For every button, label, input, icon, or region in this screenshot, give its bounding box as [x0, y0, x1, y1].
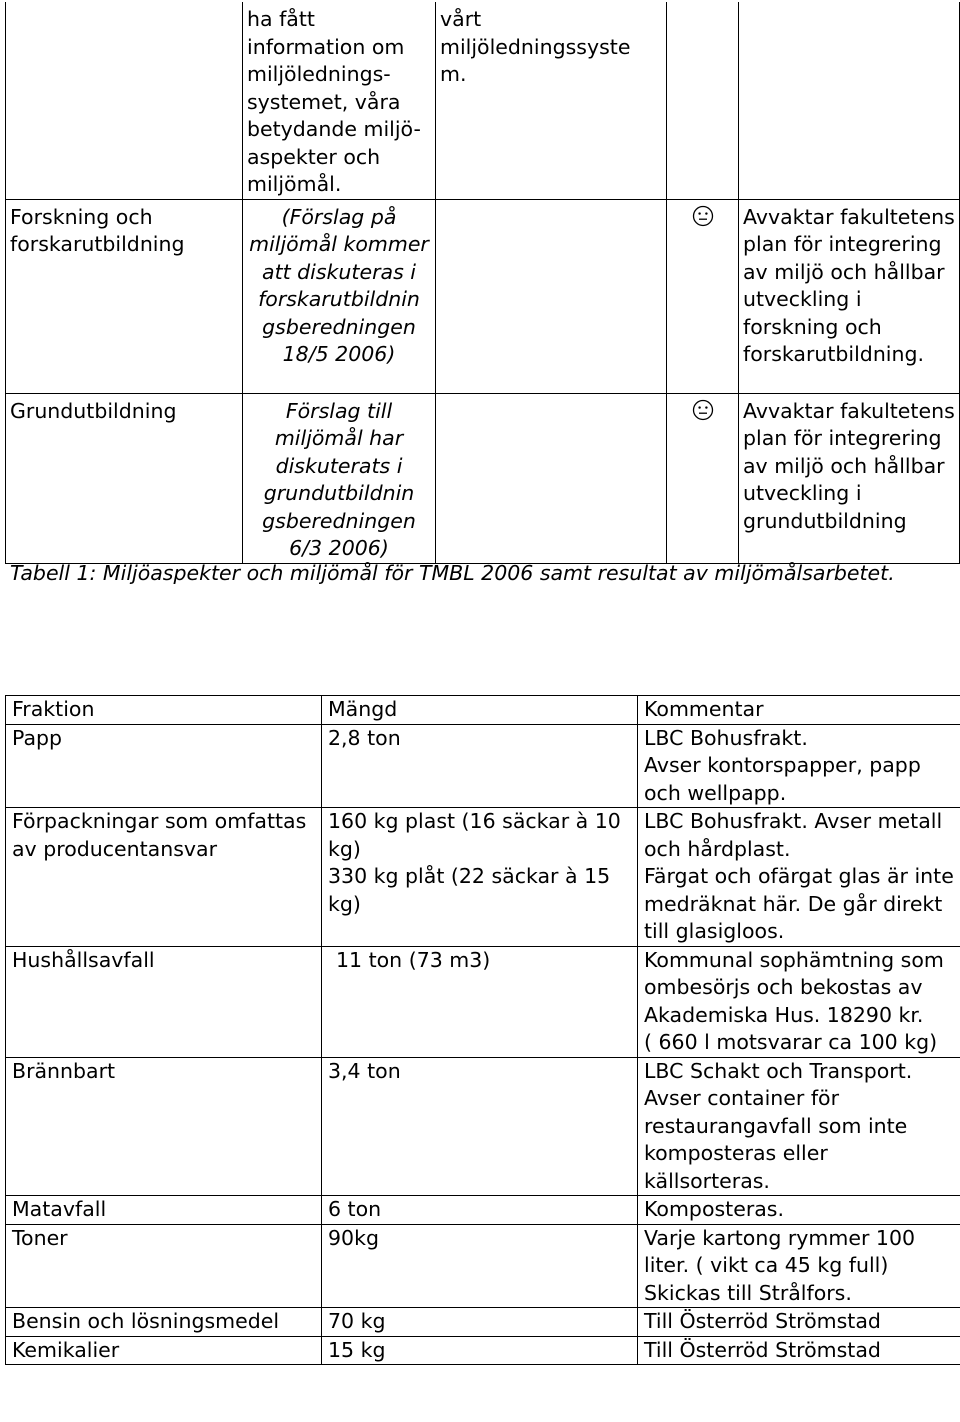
header-row	[6, 696, 960, 725]
fraction-cell: Hushållsavfall	[6, 946, 322, 1057]
amount-text: 2,8 ton	[328, 725, 401, 750]
status-cell	[667, 199, 739, 393]
table-caption: Tabell 1: Miljöaspekter och miljömål för TMBL 2006 samt resultat av miljömålsarbetet.	[10, 561, 895, 585]
comment-text: Till Österröd Strömstad	[644, 1309, 881, 1333]
comment-text: Komposteras.	[644, 1197, 785, 1221]
comment-text: Kommunal sophämtning som ombesörjs och bekostas av Akademiska Hus. 18290 kr.	[644, 947, 944, 1027]
result-cell: vårt miljöledningssyste m.	[436, 2, 667, 199]
column-header: Fraktion	[6, 696, 322, 725]
comment-cell	[638, 1308, 960, 1337]
status-cell	[667, 2, 739, 199]
amount-text: 70 kg	[328, 1309, 386, 1333]
goal-cell: ha fått information om miljölednings-systemet, våra betydande miljö-aspekter och miljömål.	[243, 2, 436, 199]
amount-cell	[322, 1308, 638, 1337]
waste-fractions-table	[5, 695, 960, 1365]
table-row	[6, 1336, 960, 1365]
comment-text: LBC Bohusfrakt. Avser metall och hårdplast.	[644, 809, 943, 861]
status-cell	[667, 393, 739, 563]
fraction-cell: Brännbart	[6, 1057, 322, 1196]
amount-cell	[322, 1224, 638, 1308]
amount-text: 11 ton (73 m3)	[336, 947, 491, 972]
result-cell	[436, 393, 667, 563]
comment-text: ( 660 l motsvarar ca 100 kg)	[644, 1030, 938, 1054]
fraction-cell: Kemikalier	[6, 1336, 322, 1365]
comment-text: Varje kartong rymmer 100 liter. ( vikt ca 45 kg full)	[644, 1225, 916, 1277]
area-cell	[6, 2, 243, 199]
amount-cell	[322, 1196, 638, 1225]
amount-text: 90kg	[328, 1225, 379, 1250]
table-row	[6, 946, 960, 1057]
environmental-goals-table	[5, 2, 960, 564]
neutral-face-icon	[692, 205, 714, 227]
table-row	[6, 724, 960, 808]
goal-cell: (Förslag på miljömål kommer att diskuteras i forskarutbildnin gsberedningen 18/5 2006)	[243, 199, 436, 393]
comment-text: Till Österröd Strömstad	[644, 1337, 881, 1362]
comment-cell: Avvaktar fakultetens plan för integrering av miljö och hållbar utveckling i forskning och forskarutbildning.	[739, 199, 960, 393]
goal-cell: Förslag till miljömål har diskuterats i grundutbildnin gsberedningen 6/3 2006)	[243, 393, 436, 563]
amount-cell	[322, 1336, 638, 1365]
comment-text: LBC Bohusfrakt.	[644, 725, 808, 750]
fraction-cell: Förpackningar som omfattas av producentansvar	[6, 808, 322, 947]
table-row	[6, 1196, 960, 1225]
amount-cell	[322, 724, 638, 808]
comment-text: Avser container för restaurangavfall som inte komposteras eller källsorteras.	[644, 1086, 908, 1193]
amount-text: 3,4 ton	[328, 1058, 401, 1083]
comment-text: LBC Schakt och Transport.	[644, 1058, 913, 1083]
fraction-cell: Matavfall	[6, 1196, 322, 1225]
area-cell: Grundutbildning	[6, 393, 243, 563]
comment-cell	[638, 1336, 960, 1365]
column-header: Kommentar	[638, 696, 960, 725]
fraction-cell: Toner	[6, 1224, 322, 1308]
area-cell: Forskning och forskarutbildning	[6, 199, 243, 393]
column-header: Mängd	[322, 696, 638, 725]
table-row	[6, 808, 960, 947]
amount-text: 330 kg plåt (22 säckar à 15 kg)	[328, 864, 611, 916]
table-row	[6, 1224, 960, 1308]
fraction-cell: Papp	[6, 724, 322, 808]
comment-cell	[638, 808, 960, 947]
comment-text: Avser kontorspapper, papp och wellpapp.	[644, 753, 921, 805]
neutral-face-icon	[692, 399, 714, 421]
amount-cell	[322, 946, 638, 1057]
table-row	[6, 1308, 960, 1337]
amount-text: 160 kg plast (16 säckar à 10 kg)	[328, 809, 621, 861]
table-row	[6, 393, 960, 563]
comment-cell	[638, 1224, 960, 1308]
comment-text: Skickas till Strålfors.	[644, 1280, 852, 1305]
comment-cell	[638, 946, 960, 1057]
comment-cell	[638, 1196, 960, 1225]
comment-cell: Avvaktar fakultetens plan för integrering av miljö och hållbar utveckling i grundutbildning	[739, 393, 960, 563]
table-row	[6, 1057, 960, 1196]
comment-text: Färgat och ofärgat glas är inte medräknat här. De går direkt till glasigloos.	[644, 864, 954, 943]
table-row	[6, 199, 960, 393]
result-cell	[436, 199, 667, 393]
fraction-cell: Bensin och lösningsmedel	[6, 1308, 322, 1337]
amount-text: 15 kg	[328, 1337, 386, 1362]
comment-cell	[739, 2, 960, 199]
amount-text: 6 ton	[328, 1197, 382, 1221]
comment-cell	[638, 724, 960, 808]
table-row	[6, 2, 960, 199]
amount-cell	[322, 808, 638, 947]
amount-cell	[322, 1057, 638, 1196]
comment-cell	[638, 1057, 960, 1196]
